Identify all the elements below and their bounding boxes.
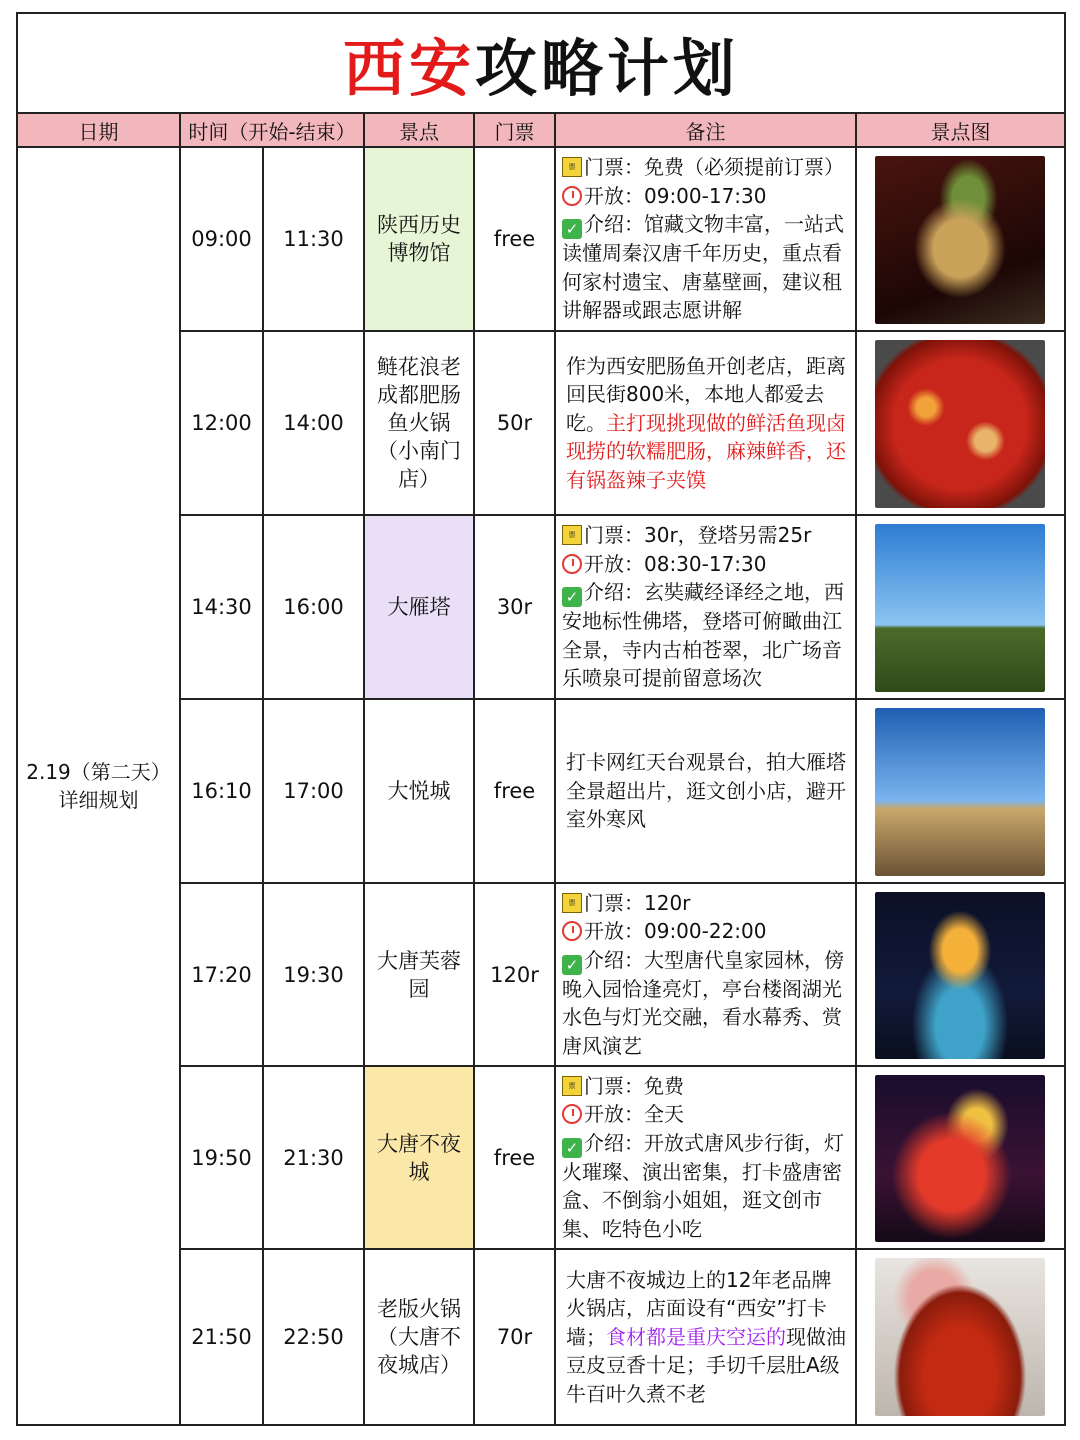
ticket-icon: 票 — [562, 157, 582, 177]
rooftop-pagoda-mascot-photo — [875, 708, 1045, 876]
header-spot: 景点 — [365, 114, 475, 148]
note-cell — [556, 1067, 857, 1250]
spot-name: 陕西历史博物馆 — [365, 148, 475, 332]
header-ticket: 门票 — [475, 114, 556, 148]
rooftop-pagoda-mascot-photo — [857, 700, 1064, 884]
note-plain: 打卡网红天台观景台，拍大雁塔全景超出片，逛文创小店，避开室外寒风 — [566, 750, 846, 832]
ticket-price: 70r — [475, 1250, 556, 1424]
note-intro: 介绍：大型唐代皇家园林，傍晚入园恰逢亮灯，亭台楼阁湖光水色与灯光交融，看水幕秀、赏唐风演艺 — [562, 947, 844, 1058]
big-wild-goose-pagoda-photo — [857, 516, 1064, 700]
tang-street-performer-photo — [857, 1067, 1064, 1250]
note-ticket: 门票：免费 — [584, 1073, 684, 1098]
note-text — [566, 748, 847, 834]
note-cell — [556, 700, 857, 884]
ticket-icon: 票 — [562, 1076, 582, 1096]
check-mark-icon: ✓ — [562, 587, 582, 607]
spicy-fish-hotpot-photo — [875, 340, 1045, 508]
spot-name: 大悦城 — [365, 700, 475, 884]
note-cell — [556, 516, 857, 700]
note-cell — [556, 884, 857, 1067]
tang-street-performer-photo — [875, 1075, 1045, 1242]
tang-paradise-night-photo — [857, 884, 1064, 1067]
title-black: 攻略计划 — [475, 31, 740, 105]
note-intro: 介绍：馆藏文物丰富，一站式读懂周秦汉唐千年历史，重点看何家村遗宝、唐墓壁画，建议租讲解器或跟志愿讲解 — [562, 212, 844, 323]
date-cell — [18, 148, 181, 1424]
alarm-clock-icon — [562, 554, 582, 574]
note-ticket: 门票：免费（必须提前订票） — [584, 155, 844, 180]
note-text — [562, 889, 849, 1061]
ceramic-camel-photo — [857, 148, 1064, 332]
end-time: 11:30 — [264, 148, 365, 332]
header-image: 景点图 — [857, 114, 1064, 148]
ticket-price: 30r — [475, 516, 556, 700]
note-text — [566, 352, 847, 495]
ceramic-camel-photo — [875, 156, 1045, 324]
end-time: 16:00 — [264, 516, 365, 700]
note-intro: 介绍：玄奘藏经译经之地，西安地标性佛塔，登塔可俯瞰曲江全景，寺内古柏苍翠，北广场音乐喷泉可提前留意场次 — [562, 580, 844, 691]
spot-name: 鲢花浪老成都肥肠鱼火锅（小南门店） — [365, 332, 475, 516]
header-note: 备注 — [556, 114, 857, 148]
tang-paradise-night-photo — [875, 892, 1045, 1059]
note-hours: 开放：全天 — [584, 1102, 684, 1127]
end-time: 17:00 — [264, 700, 365, 884]
note-plain-2: 现做油豆皮豆香十足；手切千层肚A级牛百叶久煮不老 — [566, 1324, 846, 1406]
ticket-price: 50r — [475, 332, 556, 516]
ticket-price: 120r — [475, 884, 556, 1067]
ticket-price: free — [475, 700, 556, 884]
ticket-icon: 票 — [562, 525, 582, 545]
end-time: 22:50 — [264, 1250, 365, 1424]
big-wild-goose-pagoda-photo — [875, 524, 1045, 692]
note-text — [562, 1072, 849, 1244]
note-intro: 介绍：开放式唐风步行街，灯火璀璨、演出密集，打卡盛唐密盒、不倒翁小姐姐，逛文创市集、吃特色小吃 — [562, 1130, 844, 1241]
note-text — [562, 153, 849, 325]
spicy-fish-hotpot-photo — [857, 332, 1064, 516]
note-hours: 开放：09:00-22:00 — [584, 919, 767, 944]
check-mark-icon: ✓ — [562, 1138, 582, 1158]
alarm-clock-icon — [562, 1104, 582, 1124]
itinerary-table — [16, 12, 1066, 1426]
title-red: 西安 — [342, 31, 475, 105]
spot-name: 大唐芙蓉园 — [365, 884, 475, 1067]
note-plain: 大唐不夜城边上的12年老品牌火锅店，店面设有“西安”打卡墙； — [566, 1267, 832, 1349]
note-cell — [556, 1250, 857, 1424]
header-time: 时间（开始-结束） — [181, 114, 365, 148]
alarm-clock-icon — [562, 186, 582, 206]
ticket-price: free — [475, 148, 556, 332]
check-mark-icon: ✓ — [562, 955, 582, 975]
end-time: 21:30 — [264, 1067, 365, 1250]
date-line2: 详细规划 — [58, 788, 139, 812]
check-mark-icon: ✓ — [562, 219, 582, 239]
start-time: 19:50 — [181, 1067, 264, 1250]
ticket-price: free — [475, 1067, 556, 1250]
note-cell — [556, 332, 857, 516]
note-cell — [556, 148, 857, 332]
start-time: 12:00 — [181, 332, 264, 516]
start-time: 16:10 — [181, 700, 264, 884]
start-time: 09:00 — [181, 148, 264, 332]
spot-name: 大唐不夜城 — [365, 1067, 475, 1250]
header-date: 日期 — [18, 114, 181, 148]
end-time: 19:30 — [264, 884, 365, 1067]
alarm-clock-icon — [562, 921, 582, 941]
note-plain: 作为西安肥肠鱼开创老店，距离回民街800米，本地人都爱去吃。 — [566, 353, 846, 435]
note-text — [566, 1266, 847, 1409]
note-text — [562, 521, 849, 693]
end-time: 14:00 — [264, 332, 365, 516]
start-time: 17:20 — [181, 884, 264, 1067]
chongqing-hotpot-photo — [857, 1250, 1064, 1424]
note-ticket: 门票：120r — [584, 890, 691, 915]
note-highlight: 主打现挑现做的鲜活鱼现卤现捞的软糯肥肠，麻辣鲜香，还有锅盔辣子夹馍 — [566, 410, 846, 492]
chongqing-hotpot-photo — [875, 1258, 1045, 1416]
note-highlight: 食材都是重庆空运的 — [606, 1324, 786, 1349]
start-time: 14:30 — [181, 516, 264, 700]
spot-name: 老版火锅（大唐不夜城店） — [365, 1250, 475, 1424]
start-time: 21:50 — [181, 1250, 264, 1424]
ticket-icon: 票 — [562, 893, 582, 913]
note-hours: 开放：08:30-17:30 — [584, 551, 767, 576]
date-line1: 2.19（第二天） — [26, 760, 171, 784]
note-hours: 开放：09:00-17:30 — [584, 183, 767, 208]
spot-name: 大雁塔 — [365, 516, 475, 700]
page-title — [18, 14, 1064, 114]
note-ticket: 门票：30r，登塔另需25r — [584, 523, 812, 548]
